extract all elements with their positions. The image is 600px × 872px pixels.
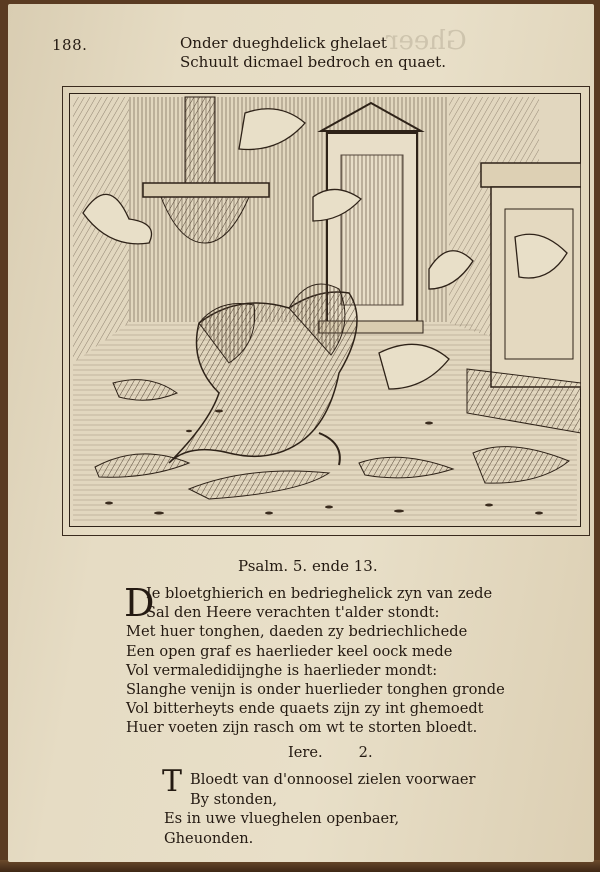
bleed-through-text: Gheer [386, 26, 467, 56]
book-page [8, 4, 594, 862]
motto-header [180, 34, 446, 72]
jeremiah-dropcap: T [162, 764, 183, 799]
jeremiah-line: By stonden, [190, 790, 278, 808]
psalm-dropcap: D [124, 581, 155, 625]
psalm-line: Vol bitterheyts ende quaets zijn zy int ghemoedt [126, 700, 484, 718]
jeremiah-chapter: 2. [358, 744, 373, 761]
jeremiah-title: Iere. [288, 744, 323, 761]
psalm-line: Sal den Heere verachten t'alder stondt: [146, 604, 440, 622]
psalm-title: Psalm. 5. ende 13. [238, 557, 378, 575]
engraving-eagle-attacking-birds-icon [69, 93, 581, 527]
jeremiah-verse [164, 770, 476, 848]
jeremiah-line: Es in uwe vlueghelen openbaer, [164, 810, 400, 827]
psalm-line: Ie bloetghierich en bedrieghelick zyn van zede [146, 585, 493, 602]
psalm-line: Slanghe venijn is onder huerlieder tonghen gronde [126, 681, 505, 699]
psalm-line: Met huer tonghen, daeden zy bedriechlichede [126, 623, 468, 641]
page-number: 188. [52, 36, 88, 54]
motto-line-1: Onder dueghdelick ghelaet [180, 34, 387, 52]
motto-line-2: Schuult dicmael bedroch en quaet. [180, 53, 446, 71]
jeremiah-reference [288, 744, 373, 761]
psalm-line: Vol vermaledidijnghe is haerlieder mondt: [126, 661, 438, 679]
psalm-line: Een open graf es haerlieder keel oock mede [126, 642, 453, 660]
psalm-line: Huer voeten zijn rasch om wt te storten bloedt. [126, 719, 478, 737]
jeremiah-line: Bloedt van d'onnoosel zielen voorwaer [190, 771, 476, 788]
engraving-plate [62, 86, 590, 536]
jeremiah-line: Gheuonden. [164, 829, 254, 847]
psalm-verse [124, 581, 505, 738]
